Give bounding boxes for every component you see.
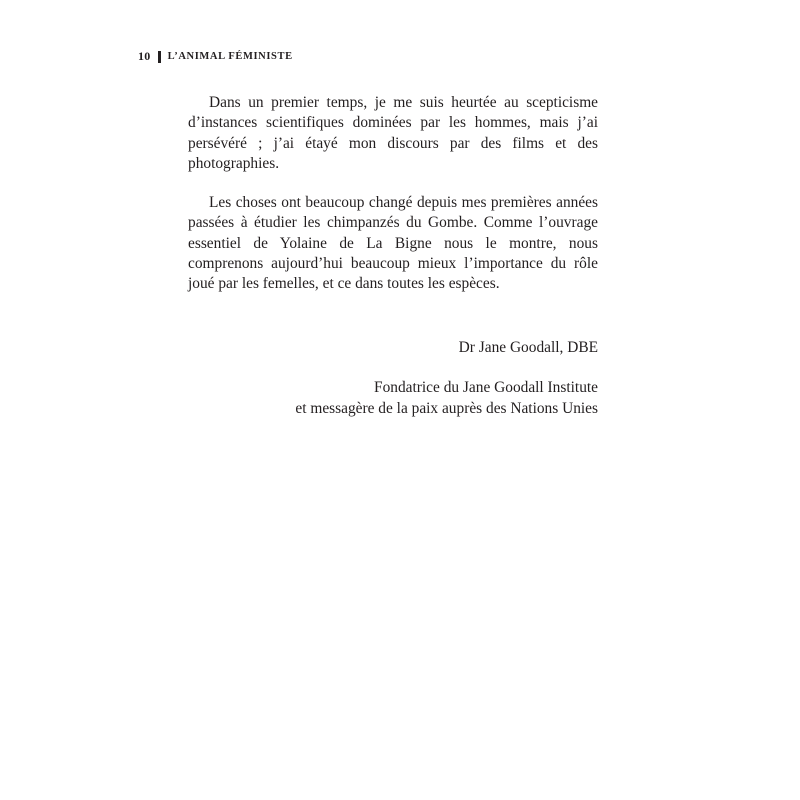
page-number: 10 <box>138 49 151 63</box>
paragraph-2-line-1: Les choses ont beaucoup changé depuis mes premières <box>209 194 552 212</box>
signature-block <box>295 338 598 419</box>
paragraph-2-line-4: comprenons aujourd’hui beaucoup mieux l’importance du rôle <box>188 255 598 273</box>
signature-role-line-1: Fondatrice du Jane Goodall Institute <box>374 379 598 397</box>
paragraph-1-line-4: photographies. <box>188 154 280 172</box>
running-head-divider <box>158 51 161 63</box>
paragraph-2-line-2: années passées à étudier les chimpanzés du Gombe. Comme <box>188 194 598 232</box>
running-head <box>138 49 293 64</box>
paragraph-1-line-1: Dans un premier temps, je me suis heurtée au scepticisme <box>209 94 598 111</box>
body-text <box>188 93 598 295</box>
paragraph-2-line-3: l’ouvrage essentiel de Yolaine de La Bigne nous le montre, nous <box>188 214 598 252</box>
running-head-title: L’ANIMAL FÉMINISTE <box>167 51 293 62</box>
paragraph-2-line-5: joué par les femelles, et ce dans toutes les espèces. <box>188 275 500 293</box>
paragraph-1-line-2: d’instances scientifiques dominées par les hommes, mais <box>188 114 569 132</box>
signature-name: Dr Jane Goodall, DBE <box>458 339 598 356</box>
paragraph-2 <box>188 193 598 294</box>
signature-role-line-2: et messagère de la paix auprès des Nations Unies <box>295 399 598 417</box>
paragraph-1-line-3: j’ai persévéré ; j’ai étayé mon discours par des films et des <box>188 114 598 152</box>
paragraph-1 <box>188 93 598 174</box>
